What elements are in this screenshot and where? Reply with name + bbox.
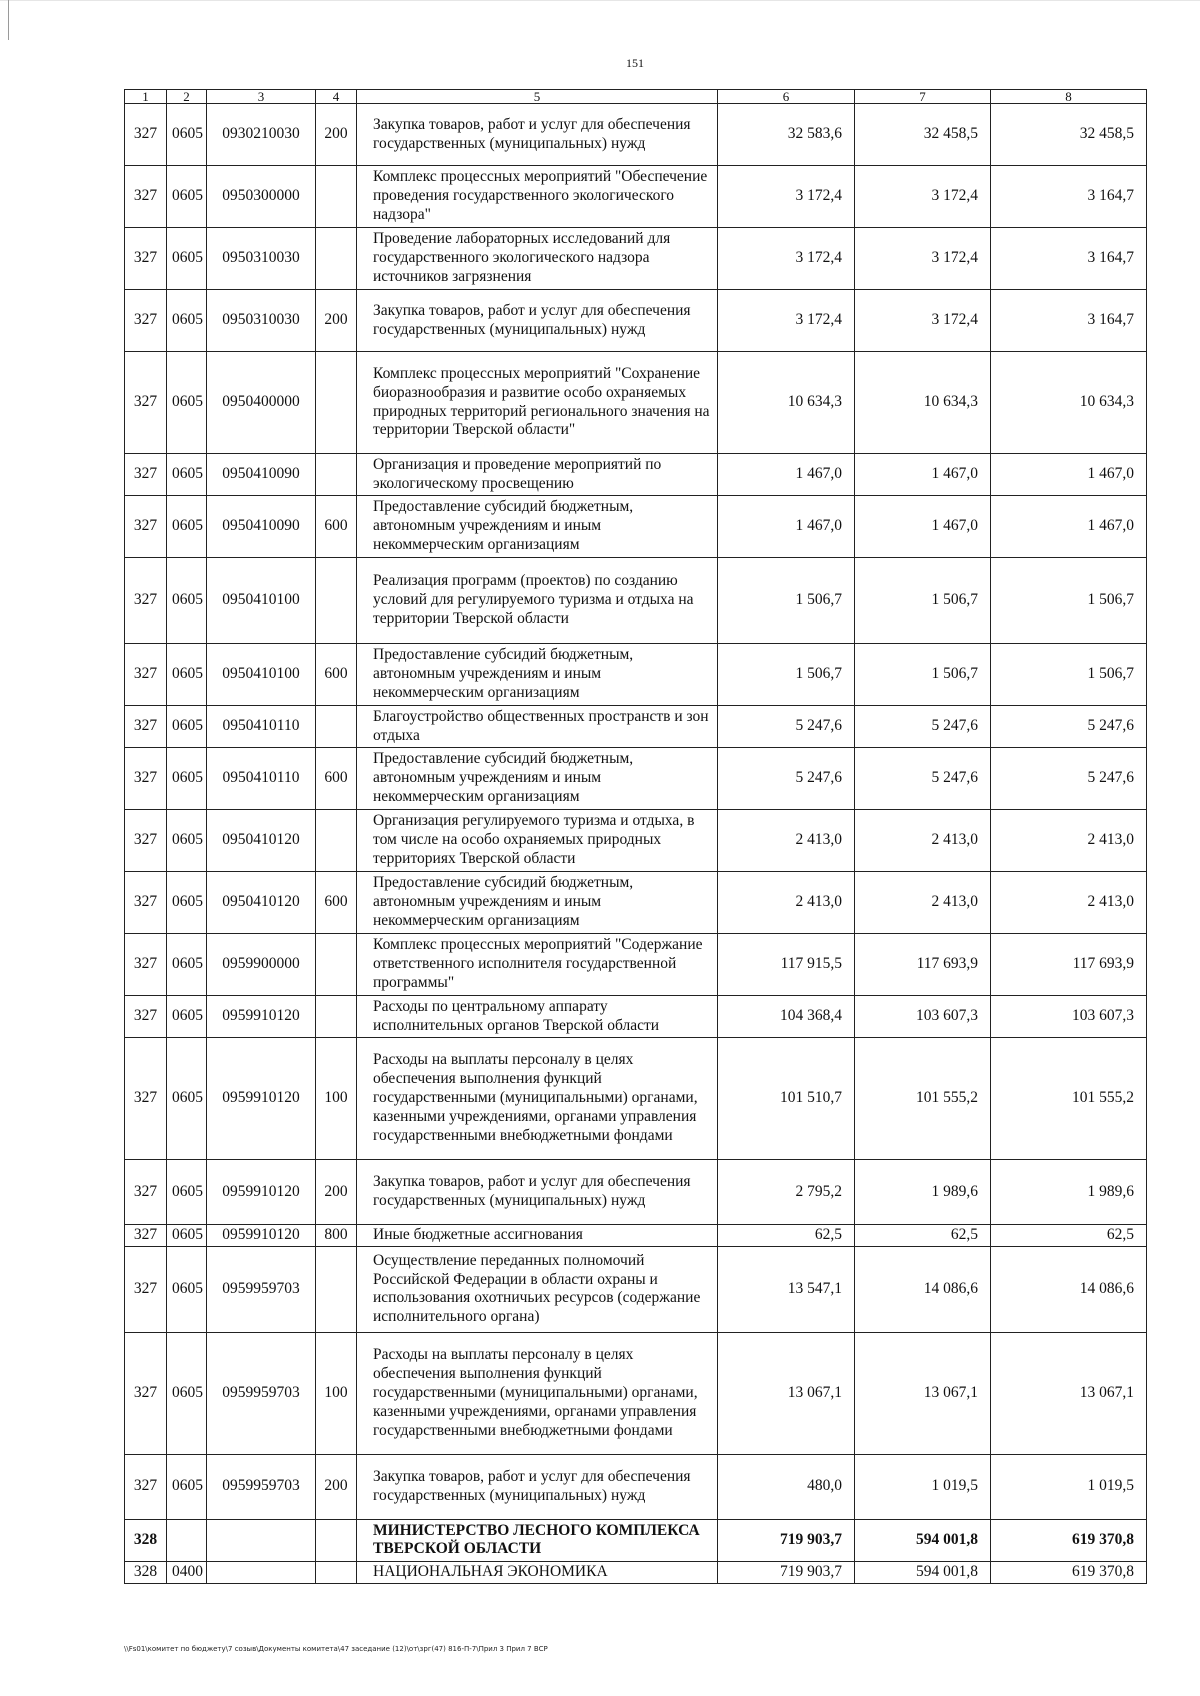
- cell-expense-type: 200: [316, 1454, 357, 1519]
- cell-name: Организация и проведение мероприятий по экологическому просвещению: [357, 454, 718, 496]
- cell-amount-3: 3 164,7: [991, 290, 1147, 352]
- cell-amount-1: 10 634,3: [718, 352, 855, 454]
- cell-amount-1: 1 467,0: [718, 496, 855, 558]
- cell-amount-2: 1 467,0: [855, 454, 991, 496]
- cell-expense-type: [316, 454, 357, 496]
- cell-expense-type: 600: [316, 644, 357, 706]
- cell-expense-type: [316, 706, 357, 748]
- cell-amount-2: 594 001,8: [855, 1519, 991, 1561]
- cell-section: 0605: [167, 810, 207, 872]
- table-row: [125, 1038, 1147, 1160]
- cell-target: 0950410110: [207, 748, 316, 810]
- cell-target: 0950410120: [207, 872, 316, 934]
- cell-admin: 327: [125, 558, 167, 644]
- cell-target: 0950300000: [207, 166, 316, 228]
- cell-amount-1: 62,5: [718, 1225, 855, 1247]
- cell-target: 0959959703: [207, 1246, 316, 1332]
- table-row: [125, 810, 1147, 872]
- col-header-1: 1: [125, 90, 167, 104]
- cell-amount-3: 13 067,1: [991, 1332, 1147, 1454]
- cell-target: 0950400000: [207, 352, 316, 454]
- cell-admin: 327: [125, 872, 167, 934]
- cell-expense-type: [316, 934, 357, 996]
- cell-target: 0950410090: [207, 496, 316, 558]
- cell-admin: 327: [125, 228, 167, 290]
- cell-name: Расходы по центральному аппарату исполнительных органов Тверской области: [357, 996, 718, 1038]
- cell-section: 0605: [167, 996, 207, 1038]
- cell-name: Иные бюджетные ассигнования: [357, 1225, 718, 1247]
- cell-amount-1: 719 903,7: [718, 1561, 855, 1583]
- cell-section: 0605: [167, 104, 207, 166]
- cell-section: 0605: [167, 454, 207, 496]
- col-header-2: 2: [167, 90, 207, 104]
- cell-amount-3: 117 693,9: [991, 934, 1147, 996]
- cell-admin: 327: [125, 1332, 167, 1454]
- cell-amount-1: 2 413,0: [718, 872, 855, 934]
- cell-section: 0605: [167, 228, 207, 290]
- cell-amount-3: 103 607,3: [991, 996, 1147, 1038]
- cell-target: 0950410100: [207, 558, 316, 644]
- cell-expense-type: [316, 810, 357, 872]
- cell-admin: 327: [125, 1160, 167, 1225]
- cell-section: 0605: [167, 1225, 207, 1247]
- cell-amount-3: 3 164,7: [991, 166, 1147, 228]
- col-header-6: 6: [718, 90, 855, 104]
- cell-target: 0950310030: [207, 228, 316, 290]
- cell-section: 0605: [167, 706, 207, 748]
- cell-amount-3: 2 413,0: [991, 872, 1147, 934]
- cell-amount-1: 1 506,7: [718, 558, 855, 644]
- cell-expense-type: [316, 166, 357, 228]
- cell-admin: 327: [125, 644, 167, 706]
- scan-edge: [0, 0, 1200, 1]
- cell-amount-2: 3 172,4: [855, 166, 991, 228]
- cell-target: 0950410120: [207, 810, 316, 872]
- table-row: [125, 228, 1147, 290]
- cell-amount-3: 10 634,3: [991, 352, 1147, 454]
- cell-section: 0605: [167, 1246, 207, 1332]
- cell-amount-3: 2 413,0: [991, 810, 1147, 872]
- cell-admin: 327: [125, 810, 167, 872]
- cell-amount-3: 1 506,7: [991, 558, 1147, 644]
- cell-amount-2: 2 413,0: [855, 872, 991, 934]
- cell-admin: 327: [125, 496, 167, 558]
- cell-expense-type: 600: [316, 748, 357, 810]
- cell-amount-1: 480,0: [718, 1454, 855, 1519]
- table-row: [125, 1246, 1147, 1332]
- cell-amount-1: 5 247,6: [718, 748, 855, 810]
- cell-amount-1: 5 247,6: [718, 706, 855, 748]
- cell-amount-2: 117 693,9: [855, 934, 991, 996]
- cell-amount-3: 1 019,5: [991, 1454, 1147, 1519]
- cell-amount-3: 619 370,8: [991, 1519, 1147, 1561]
- cell-admin: 327: [125, 104, 167, 166]
- cell-admin: 327: [125, 1454, 167, 1519]
- cell-amount-3: 619 370,8: [991, 1561, 1147, 1583]
- cell-target: 0959959703: [207, 1454, 316, 1519]
- cell-amount-3: 1 467,0: [991, 454, 1147, 496]
- cell-name: НАЦИОНАЛЬНАЯ ЭКОНОМИКА: [357, 1561, 718, 1583]
- cell-section: 0400: [167, 1561, 207, 1583]
- cell-target: 0959910120: [207, 996, 316, 1038]
- cell-name: Закупка товаров, работ и услуг для обеспечения государственных (муниципальных) нужд: [357, 104, 718, 166]
- cell-expense-type: [316, 558, 357, 644]
- cell-amount-3: 1 506,7: [991, 644, 1147, 706]
- cell-expense-type: 100: [316, 1038, 357, 1160]
- table-row: [125, 558, 1147, 644]
- cell-expense-type: 600: [316, 496, 357, 558]
- cell-name: Комплекс процессных мероприятий "Сохранение биоразнообразия и развитие особо охраняемых природных территорий регионального значения на территории Тверской области": [357, 352, 718, 454]
- col-header-3: 3: [207, 90, 316, 104]
- scan-edge-mark: [8, 0, 9, 40]
- cell-amount-2: 3 172,4: [855, 290, 991, 352]
- cell-expense-type: [316, 996, 357, 1038]
- cell-name: Благоустройство общественных пространств и зон отдыха: [357, 706, 718, 748]
- cell-amount-2: 5 247,6: [855, 706, 991, 748]
- footer-file-path: \\Fs01\комитет по бюджету\7 созыв\Документы комитета\47 заседание (12)\от\зрг(47) 816-П-7\Прил 3 Прил 7 ВСР: [124, 1645, 548, 1653]
- table-row: [125, 1454, 1147, 1519]
- cell-section: 0605: [167, 748, 207, 810]
- cell-amount-2: 1 467,0: [855, 496, 991, 558]
- col-header-7: 7: [855, 90, 991, 104]
- table-row: [125, 290, 1147, 352]
- cell-expense-type: 100: [316, 1332, 357, 1454]
- cell-target: 0950410090: [207, 454, 316, 496]
- cell-amount-2: 103 607,3: [855, 996, 991, 1038]
- cell-name: Осуществление переданных полномочий Российской Федерации в области охраны и использования охотничьих ресурсов (содержание исполнительного органа): [357, 1246, 718, 1332]
- cell-amount-2: 32 458,5: [855, 104, 991, 166]
- page-number: 151: [626, 56, 644, 70]
- table-row: [125, 1160, 1147, 1225]
- cell-admin: 327: [125, 1246, 167, 1332]
- cell-admin: 327: [125, 290, 167, 352]
- cell-target: 0959959703: [207, 1332, 316, 1454]
- col-header-5: 5: [357, 90, 718, 104]
- cell-amount-2: 5 247,6: [855, 748, 991, 810]
- cell-expense-type: [316, 228, 357, 290]
- table-row: [125, 454, 1147, 496]
- cell-amount-3: 3 164,7: [991, 228, 1147, 290]
- cell-section: 0605: [167, 1160, 207, 1225]
- table-row: [125, 996, 1147, 1038]
- cell-amount-2: 101 555,2: [855, 1038, 991, 1160]
- cell-section: 0605: [167, 1038, 207, 1160]
- table-row: [125, 872, 1147, 934]
- cell-amount-3: 5 247,6: [991, 748, 1147, 810]
- cell-amount-2: 1 989,6: [855, 1160, 991, 1225]
- cell-amount-2: 2 413,0: [855, 810, 991, 872]
- cell-name: Закупка товаров, работ и услуг для обеспечения государственных (муниципальных) нужд: [357, 1160, 718, 1225]
- cell-admin: 327: [125, 1225, 167, 1247]
- cell-amount-1: 101 510,7: [718, 1038, 855, 1160]
- cell-admin: 327: [125, 454, 167, 496]
- cell-name: Реализация программ (проектов) по созданию условий для регулируемого туризма и отдыха на территории Тверской области: [357, 558, 718, 644]
- cell-section: 0605: [167, 166, 207, 228]
- cell-name: Комплекс процессных мероприятий "Обеспечение проведения государственного экологического надзора": [357, 166, 718, 228]
- cell-amount-2: 13 067,1: [855, 1332, 991, 1454]
- cell-target: 0959910120: [207, 1038, 316, 1160]
- cell-target: 0950410100: [207, 644, 316, 706]
- cell-name: Расходы на выплаты персоналу в целях обеспечения выполнения функций государственными (муниципальными) органами, казенными учреждениями, органами управления государственными внебюджетными фондами: [357, 1332, 718, 1454]
- cell-expense-type: 600: [316, 872, 357, 934]
- cell-amount-1: 13 067,1: [718, 1332, 855, 1454]
- cell-amount-2: 14 086,6: [855, 1246, 991, 1332]
- table-row: [125, 706, 1147, 748]
- cell-amount-1: 13 547,1: [718, 1246, 855, 1332]
- table-row: [125, 1561, 1147, 1583]
- cell-amount-3: 14 086,6: [991, 1246, 1147, 1332]
- cell-expense-type: 200: [316, 290, 357, 352]
- cell-target: [207, 1519, 316, 1561]
- cell-target: 0950310030: [207, 290, 316, 352]
- cell-amount-3: 1 467,0: [991, 496, 1147, 558]
- cell-section: 0605: [167, 1454, 207, 1519]
- cell-amount-1: 1 467,0: [718, 454, 855, 496]
- cell-amount-3: 5 247,6: [991, 706, 1147, 748]
- budget-table: [124, 89, 1147, 1584]
- cell-expense-type: 200: [316, 1160, 357, 1225]
- cell-amount-3: 62,5: [991, 1225, 1147, 1247]
- table-row: [125, 644, 1147, 706]
- cell-amount-1: 32 583,6: [718, 104, 855, 166]
- cell-expense-type: [316, 1246, 357, 1332]
- cell-name: МИНИСТЕРСТВО ЛЕСНОГО КОМПЛЕКСА ТВЕРСКОЙ ОБЛАСТИ: [357, 1519, 718, 1561]
- cell-amount-2: 594 001,8: [855, 1561, 991, 1583]
- cell-admin: 328: [125, 1561, 167, 1583]
- cell-amount-3: 32 458,5: [991, 104, 1147, 166]
- cell-amount-2: 1 506,7: [855, 558, 991, 644]
- table-row: [125, 1332, 1147, 1454]
- cell-name: Расходы на выплаты персоналу в целях обеспечения выполнения функций государственными (муниципальными) органами, казенными учреждениями, органами управления государственными внебюджетными фондами: [357, 1038, 718, 1160]
- cell-amount-3: 101 555,2: [991, 1038, 1147, 1160]
- table-row: [125, 1519, 1147, 1561]
- cell-amount-1: 104 368,4: [718, 996, 855, 1038]
- cell-section: [167, 1519, 207, 1561]
- cell-admin: 327: [125, 748, 167, 810]
- cell-section: 0605: [167, 644, 207, 706]
- cell-name: Организация регулируемого туризма и отдыха, в том числе на особо охраняемых природных территориях Тверской области: [357, 810, 718, 872]
- cell-amount-1: 117 915,5: [718, 934, 855, 996]
- cell-section: 0605: [167, 934, 207, 996]
- cell-name: Комплекс процессных мероприятий "Содержание ответственного исполнителя государственной программы": [357, 934, 718, 996]
- table-row: [125, 496, 1147, 558]
- header-row: [125, 90, 1147, 104]
- cell-section: 0605: [167, 290, 207, 352]
- cell-amount-2: 1 019,5: [855, 1454, 991, 1519]
- cell-expense-type: 200: [316, 104, 357, 166]
- table-row: [125, 104, 1147, 166]
- cell-admin: 327: [125, 706, 167, 748]
- cell-expense-type: [316, 1519, 357, 1561]
- cell-admin: 327: [125, 996, 167, 1038]
- cell-target: 0959910120: [207, 1160, 316, 1225]
- cell-name: Проведение лабораторных исследований для государственного экологического надзора источников загрязнения: [357, 228, 718, 290]
- col-header-8: 8: [991, 90, 1147, 104]
- cell-amount-2: 3 172,4: [855, 228, 991, 290]
- cell-amount-1: 3 172,4: [718, 290, 855, 352]
- table-row: [125, 1225, 1147, 1247]
- cell-amount-2: 10 634,3: [855, 352, 991, 454]
- cell-name: Предоставление субсидий бюджетным, автономным учреждениям и иным некоммерческим организациям: [357, 872, 718, 934]
- cell-target: 0950410110: [207, 706, 316, 748]
- table-row: [125, 934, 1147, 996]
- cell-name: Закупка товаров, работ и услуг для обеспечения государственных (муниципальных) нужд: [357, 290, 718, 352]
- cell-admin: 327: [125, 934, 167, 996]
- cell-section: 0605: [167, 496, 207, 558]
- cell-target: 0959910120: [207, 1225, 316, 1247]
- cell-expense-type: [316, 352, 357, 454]
- cell-admin: 327: [125, 166, 167, 228]
- cell-name: Предоставление субсидий бюджетным, автономным учреждениям и иным некоммерческим организациям: [357, 748, 718, 810]
- cell-amount-1: 2 413,0: [718, 810, 855, 872]
- cell-name: Закупка товаров, работ и услуг для обеспечения государственных (муниципальных) нужд: [357, 1454, 718, 1519]
- cell-amount-1: 3 172,4: [718, 166, 855, 228]
- cell-amount-3: 1 989,6: [991, 1160, 1147, 1225]
- cell-target: 0930210030: [207, 104, 316, 166]
- cell-amount-1: 3 172,4: [718, 228, 855, 290]
- cell-amount-1: 719 903,7: [718, 1519, 855, 1561]
- cell-section: 0605: [167, 558, 207, 644]
- table-row: [125, 748, 1147, 810]
- cell-amount-2: 1 506,7: [855, 644, 991, 706]
- table-row: [125, 352, 1147, 454]
- cell-expense-type: [316, 1561, 357, 1583]
- cell-amount-1: 2 795,2: [718, 1160, 855, 1225]
- table-row: [125, 166, 1147, 228]
- cell-amount-1: 1 506,7: [718, 644, 855, 706]
- cell-admin: 328: [125, 1519, 167, 1561]
- cell-name: Предоставление субсидий бюджетным, автономным учреждениям и иным некоммерческим организациям: [357, 644, 718, 706]
- col-header-4: 4: [316, 90, 357, 104]
- cell-target: 0959900000: [207, 934, 316, 996]
- cell-section: 0605: [167, 1332, 207, 1454]
- cell-admin: 327: [125, 1038, 167, 1160]
- cell-section: 0605: [167, 872, 207, 934]
- cell-section: 0605: [167, 352, 207, 454]
- cell-amount-2: 62,5: [855, 1225, 991, 1247]
- cell-target: [207, 1561, 316, 1583]
- cell-admin: 327: [125, 352, 167, 454]
- cell-expense-type: 800: [316, 1225, 357, 1247]
- cell-name: Предоставление субсидий бюджетным, автономным учреждениям и иным некоммерческим организациям: [357, 496, 718, 558]
